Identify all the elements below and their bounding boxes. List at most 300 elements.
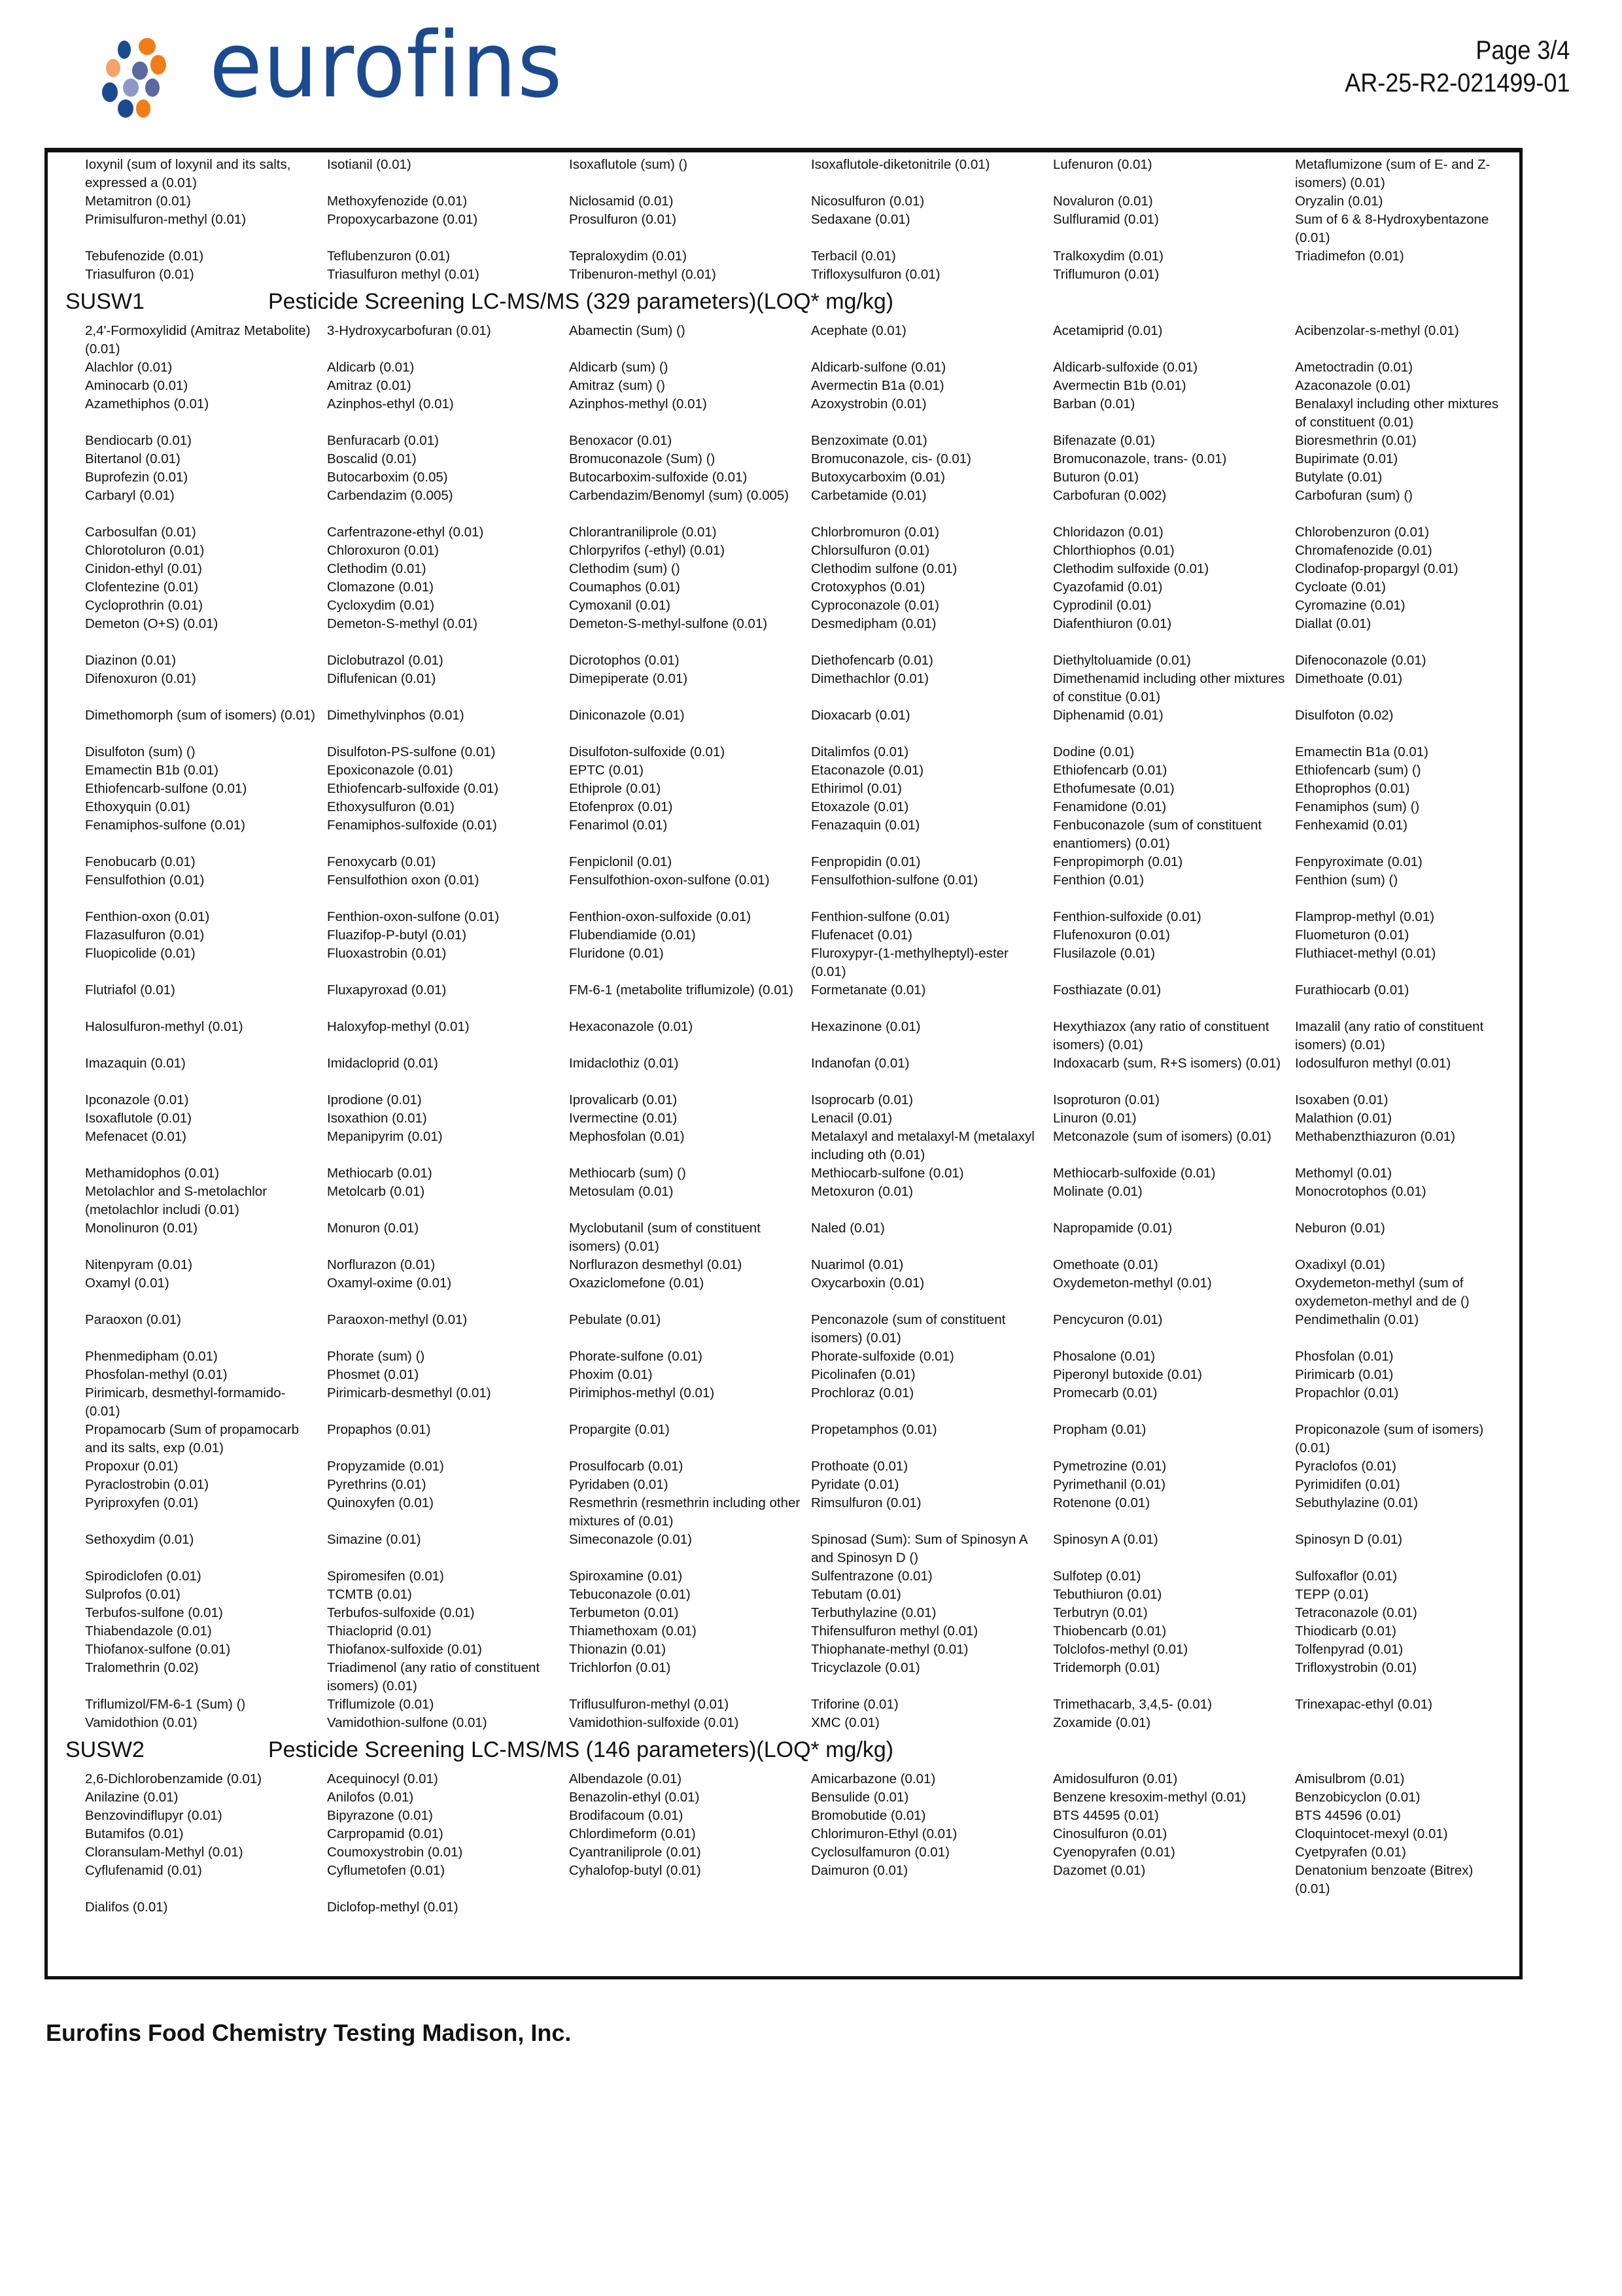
parameter-cell: Oxadixyl (0.01): [1295, 1257, 1385, 1272]
parameter-cell: Cinosulfuron (0.01): [1053, 1826, 1167, 1841]
parameter-list: [65, 156, 1517, 1917]
parameter-cell: Cyazofamid (0.01): [1053, 580, 1163, 595]
section-title: Pesticide Screening LC-MS/MS (146 parameters)(LOQ* mg/kg): [268, 1737, 894, 1762]
parameter-cell: Rimsulfuron (0.01): [811, 1495, 922, 1510]
parameter-row: [85, 1348, 1517, 1366]
logo-wordmark: eurofins: [209, 12, 563, 118]
parameter-row: [85, 1604, 1517, 1622]
parameter-cell: Chlorantraniliprole (0.01): [569, 525, 717, 540]
parameter-cell: Chlorimuron-Ethyl (0.01): [811, 1826, 958, 1841]
parameter-cell: Thiobencarb (0.01): [1053, 1624, 1167, 1639]
parameter-cell: Tepraloxydim (0.01): [569, 249, 687, 264]
parameter-cell: Propyzamide (0.01): [327, 1459, 444, 1474]
parameter-cell: Terbutryn (0.01): [1053, 1605, 1148, 1620]
parameter-cell: Sulfotep (0.01): [1053, 1569, 1141, 1584]
parameter-row: [85, 816, 1517, 853]
parameter-cell: Terbufos-sulfoxide (0.01): [327, 1605, 475, 1620]
parameter-row: [85, 432, 1517, 450]
parameter-cell: Demeton (O+S) (0.01): [85, 616, 218, 631]
parameter-row: [85, 487, 1517, 523]
parameter-cell: Fensulfothion-oxon-sulfone (0.01): [569, 873, 770, 888]
parameter-cell: TEPP (0.01): [1295, 1587, 1369, 1602]
parameter-cell: Cymoxanil (0.01): [569, 598, 670, 613]
parameter-cell: Cyproconazole (0.01): [811, 598, 939, 613]
parameter-row: [85, 322, 1517, 358]
parameter-cell: Methiocarb (sum) (): [569, 1166, 686, 1181]
parameter-cell: Buprofezin (0.01): [85, 470, 188, 485]
parameter-cell: Diethyltoluamide (0.01): [1053, 653, 1191, 668]
parameter-cell: Dimethoate (0.01): [1295, 671, 1403, 686]
parameter-cell: Cloransulam-Methyl (0.01): [85, 1845, 243, 1860]
parameter-cell: Clodinafop-propargyl (0.01): [1295, 561, 1458, 576]
parameter-cell: Bromuconazole, trans- (0.01): [1053, 451, 1227, 466]
parameter-cell: Flamprop-methyl (0.01): [1295, 909, 1435, 924]
parameter-row: [85, 1421, 1517, 1457]
parameter-cell: Fenarimol (0.01): [569, 818, 668, 833]
parameter-cell: Phorate (sum) (): [327, 1349, 425, 1364]
parameter-cell: Furathiocarb (0.01): [1295, 983, 1409, 998]
parameter-cell: Rotenone (0.01): [1053, 1495, 1150, 1510]
parameter-cell: 2,6-Dichlorobenzamide (0.01): [85, 1771, 262, 1786]
parameter-cell: Chlorbromuron (0.01): [811, 525, 939, 540]
parameter-cell: Sum of 6 & 8-Hydroxybentazone (0.01): [1295, 212, 1489, 245]
parameter-cell: Anilofos (0.01): [327, 1790, 414, 1805]
parameter-row: [85, 908, 1517, 926]
parameter-cell: Sebuthylazine (0.01): [1295, 1495, 1419, 1510]
parameter-row: [85, 1164, 1517, 1183]
parameter-row: [85, 542, 1517, 560]
parameter-cell: Simeconazole (0.01): [569, 1532, 693, 1547]
parameter-cell: Spiromesifen (0.01): [327, 1569, 444, 1584]
parameter-cell: Crotoxyphos (0.01): [811, 580, 925, 595]
parameter-cell: Azoxystrobin (0.01): [811, 396, 927, 411]
parameter-cell: Primisulfuron-methyl (0.01): [85, 212, 247, 227]
parameter-cell: Omethoate (0.01): [1053, 1257, 1158, 1272]
parameter-cell: Vamidothion-sulfone (0.01): [327, 1715, 487, 1730]
parameter-cell: Albendazole (0.01): [569, 1771, 682, 1786]
parameter-cell: Demeton-S-methyl-sulfone (0.01): [569, 616, 768, 631]
parameter-cell: Trimethacarb, 3,4,5- (0.01): [1053, 1697, 1213, 1712]
parameter-cell: Thiophanate-methyl (0.01): [811, 1642, 969, 1657]
parameter-row: [85, 1091, 1517, 1109]
parameter-cell: Azamethiphos (0.01): [85, 396, 209, 411]
parameter-cell: Boscalid (0.01): [327, 451, 417, 466]
parameter-row: [85, 1531, 1517, 1567]
parameter-row: [85, 981, 1517, 1018]
parameter-cell: Cyantraniliprole (0.01): [569, 1845, 701, 1860]
parameter-cell: Amidosulfuron (0.01): [1053, 1771, 1178, 1786]
parameter-cell: Ditalimfos (0.01): [811, 744, 909, 759]
parameter-cell: Resmethrin (resmethrin including other mixtures of (0.01): [569, 1495, 801, 1529]
parameter-cell: Benzobicyclon (0.01): [1295, 1790, 1421, 1805]
parameter-cell: Imazaquin (0.01): [85, 1056, 186, 1071]
parameter-cell: Methiocarb-sulfone (0.01): [811, 1166, 964, 1181]
parameter-cell: Norflurazon desmethyl (0.01): [569, 1257, 742, 1272]
parameter-cell: Acibenzolar-s-methyl (0.01): [1295, 323, 1459, 338]
parameter-cell: Sethoxydim (0.01): [85, 1532, 194, 1547]
parameter-cell: Fenpiclonil (0.01): [569, 854, 672, 869]
parameter-cell: Prosulfocarb (0.01): [569, 1459, 683, 1474]
parameter-cell: Chlordimeform (0.01): [569, 1826, 696, 1841]
parameter-cell: Indanofan (0.01): [811, 1056, 910, 1071]
parameter-cell: Acequinocyl (0.01): [327, 1771, 438, 1786]
parameter-cell: Novaluron (0.01): [1053, 194, 1153, 209]
parameter-cell: Triflumuron (0.01): [1053, 267, 1160, 282]
parameter-cell: Trichlorfon (0.01): [569, 1660, 671, 1675]
parameter-cell: Isoprocarb (0.01): [811, 1092, 914, 1107]
parameter-row: [85, 1714, 1517, 1732]
parameter-cell: Ipconazole (0.01): [85, 1092, 189, 1107]
parameter-cell: Isoxaflutole (0.01): [85, 1111, 192, 1126]
parameter-cell: Metamitron (0.01): [85, 194, 191, 209]
parameter-cell: Propetamphos (0.01): [811, 1422, 937, 1437]
parameter-cell: Buturon (0.01): [1053, 470, 1139, 485]
parameter-cell: Propham (0.01): [1053, 1422, 1147, 1437]
parameter-cell: TCMTB (0.01): [327, 1587, 412, 1602]
parameter-cell: Oxydemeton-methyl (0.01): [1053, 1276, 1212, 1291]
parameter-cell: Iprovalicarb (0.01): [569, 1092, 678, 1107]
parameter-cell: Aldicarb-sulfoxide (0.01): [1053, 360, 1198, 375]
parameter-cell: Bupirimate (0.01): [1295, 451, 1398, 466]
parameter-cell: Nitenpyram (0.01): [85, 1257, 193, 1272]
parameter-cell: Propamocarb (Sum of propamocarb and its salts, exp (0.01): [85, 1422, 300, 1455]
parameter-cell: Benfuracarb (0.01): [327, 433, 439, 448]
parameter-cell: Carbofuran (0.002): [1053, 488, 1167, 503]
parameter-cell: Fluoxastrobin (0.01): [327, 946, 447, 961]
parameter-cell: Metaflumizone (sum of E- and Z- isomers) (0.01): [1295, 157, 1491, 190]
parameter-cell: Pirimicarb-desmethyl (0.01): [327, 1385, 491, 1400]
parameter-row: [85, 1256, 1517, 1274]
parameter-cell: Fenthion-oxon (0.01): [85, 909, 210, 924]
parameter-cell: Benazolin-ethyl (0.01): [569, 1790, 700, 1805]
parameter-cell: Fenbuconazole (sum of constituent enantiomers) (0.01): [1053, 818, 1262, 851]
parameter-row: [85, 266, 1517, 284]
parameter-cell: Imidaclothiz (0.01): [569, 1056, 679, 1071]
parameter-cell: Isoproturon (0.01): [1053, 1092, 1160, 1107]
parameter-cell: Methabenzthiazuron (0.01): [1295, 1129, 1456, 1144]
parameter-cell: Hexaconazole (0.01): [569, 1019, 693, 1034]
parameter-cell: Monolinuron (0.01): [85, 1221, 198, 1236]
parameter-cell: Benzoximate (0.01): [811, 433, 927, 448]
parameter-cell: Pencycuron (0.01): [1053, 1312, 1163, 1327]
parameter-cell: Methamidophos (0.01): [85, 1166, 220, 1181]
parameter-cell: Flutriafol (0.01): [85, 983, 175, 998]
parameter-cell: Metoxuron (0.01): [811, 1184, 914, 1199]
parameter-cell: Ethiofencarb (sum) (): [1295, 763, 1421, 778]
parameter-cell: Pyrimethanil (0.01): [1053, 1477, 1166, 1492]
parameter-cell: Chlorsulfuron (0.01): [811, 543, 930, 558]
parameter-cell: Dimethomorph (sum of isomers) (0.01): [85, 708, 316, 723]
parameter-cell: Thiofanox-sulfoxide (0.01): [327, 1642, 483, 1657]
parameter-row: [85, 945, 1517, 981]
parameter-row: [85, 1183, 1517, 1219]
parameter-cell: Naled (0.01): [811, 1221, 885, 1236]
parameter-cell: Halosulfuron-methyl (0.01): [85, 1019, 243, 1034]
parameter-cell: Quinoxyfen (0.01): [327, 1495, 434, 1510]
parameter-cell: Sulprofos (0.01): [85, 1587, 181, 1602]
parameter-cell: Promecarb (0.01): [1053, 1385, 1158, 1400]
parameter-row: [85, 395, 1517, 432]
parameter-cell: Cycloate (0.01): [1295, 580, 1387, 595]
parameter-cell: Fenpropidin (0.01): [811, 854, 921, 869]
parameter-cell: Pirimiphos-methyl (0.01): [569, 1385, 715, 1400]
parameter-cell: Avermectin B1a (0.01): [811, 378, 944, 393]
parameter-cell: Thiabendazole (0.01): [85, 1624, 212, 1639]
parameter-cell: Flusilazole (0.01): [1053, 946, 1156, 961]
report-id: AR-25-R2-021499-01: [1344, 69, 1570, 97]
parameter-cell: Ethiofencarb (0.01): [1053, 763, 1167, 778]
parameter-cell: Myclobutanil (sum of constituent isomers) (0.01): [569, 1221, 761, 1254]
parameter-cell: Bromobutide (0.01): [811, 1808, 926, 1823]
parameter-cell: Bitertanol (0.01): [85, 451, 181, 466]
parameter-cell: Fosthiazate (0.01): [1053, 983, 1162, 998]
parameter-cell: Mepanipyrim (0.01): [327, 1129, 443, 1144]
section-header: [65, 289, 1517, 318]
parameter-cell: Emamectin B1b (0.01): [85, 763, 218, 778]
parameter-cell: Triasulfuron methyl (0.01): [327, 267, 479, 282]
parameter-cell: Spirodiclofen (0.01): [85, 1569, 201, 1584]
section-code: SUSW1: [65, 289, 145, 314]
parameter-cell: Diazinon (0.01): [85, 653, 177, 668]
parameter-cell: Abamectin (Sum) (): [569, 323, 685, 338]
parameter-cell: Dimethachlor (0.01): [811, 671, 929, 686]
parameter-cell: Tolfenpyrad (0.01): [1295, 1642, 1404, 1657]
parameter-cell: Iprodione (0.01): [327, 1092, 422, 1107]
parameter-cell: Pyridaben (0.01): [569, 1477, 668, 1492]
parameter-cell: Monuron (0.01): [327, 1221, 419, 1236]
parameter-cell: Difenoconazole (0.01): [1295, 653, 1426, 668]
parameter-cell: [811, 1898, 1053, 1917]
parameter-cell: Nuarimol (0.01): [811, 1257, 904, 1272]
parameter-cell: Flufenacet (0.01): [811, 928, 912, 943]
parameter-cell: 3-Hydroxycarbofuran (0.01): [327, 323, 491, 338]
parameter-cell: Alachlor (0.01): [85, 360, 173, 375]
parameter-cell: Azinphos-methyl (0.01): [569, 396, 707, 411]
parameter-row: [85, 1696, 1517, 1714]
parameter-row: [85, 780, 1517, 798]
parameter-cell: Fenthion (sum) (): [1295, 873, 1398, 888]
parameter-row: [85, 377, 1517, 395]
parameter-cell: Tralkoxydim (0.01): [1053, 249, 1164, 264]
parameter-cell: Etofenprox (0.01): [569, 799, 673, 814]
parameter-cell: Fenhexamid (0.01): [1295, 818, 1408, 833]
section-title: Pesticide Screening LC-MS/MS (329 parameters)(LOQ* mg/kg): [268, 289, 894, 314]
parameter-cell: Sulfluramid (0.01): [1053, 212, 1159, 227]
parameter-cell: Ametoctradin (0.01): [1295, 360, 1413, 375]
parameter-row: [85, 1494, 1517, 1531]
parameter-cell: Dimethylvinphos (0.01): [327, 708, 464, 723]
parameter-cell: Denatonium benzoate (Bitrex) (0.01): [1295, 1863, 1474, 1896]
parameter-cell: Tetraconazole (0.01): [1295, 1605, 1417, 1620]
parameter-cell: Trifloxystrobin (0.01): [1295, 1660, 1417, 1675]
page-number: Page 3/4: [1475, 36, 1570, 65]
parameter-cell: Azaconazole (0.01): [1295, 378, 1411, 393]
parameter-cell: Thiofanox-sulfone (0.01): [85, 1642, 231, 1657]
parameter-cell: Pyraclostrobin (0.01): [85, 1477, 209, 1492]
parameter-cell: Isotianil (0.01): [327, 157, 411, 172]
parameter-cell: Fenthion-oxon-sulfoxide (0.01): [569, 909, 751, 924]
parameter-cell: Neburon (0.01): [1295, 1221, 1385, 1236]
parameter-cell: Amitraz (0.01): [327, 378, 411, 393]
parameter-cell: Paraoxon (0.01): [85, 1312, 182, 1327]
parameter-cell: Oryzalin (0.01): [1295, 194, 1383, 209]
parameter-cell: Clomazone (0.01): [327, 580, 434, 595]
parameter-cell: Disulfoton-PS-sulfone (0.01): [327, 744, 496, 759]
parameter-cell: Penconazole (sum of constituent isomers) (0.01): [811, 1312, 1006, 1346]
parameter-cell: Hexythiazox (any ratio of constituent isomers) (0.01): [1053, 1019, 1269, 1052]
parameter-cell: Aldicarb-sulfone (0.01): [811, 360, 946, 375]
parameter-cell: Bendiocarb (0.01): [85, 433, 192, 448]
parameter-cell: Prochloraz (0.01): [811, 1385, 914, 1400]
parameter-cell: Carfentrazone-ethyl (0.01): [327, 525, 484, 540]
parameter-row: [85, 1384, 1517, 1421]
parameter-cell: Tebutam (0.01): [811, 1587, 901, 1602]
parameter-cell: Diphenamid (0.01): [1053, 708, 1164, 723]
parameter-cell: Acephate (0.01): [811, 323, 906, 338]
parameter-cell: Ethiofencarb-sulfoxide (0.01): [327, 781, 499, 796]
parameter-cell: Imidacloprid (0.01): [327, 1056, 438, 1071]
parameter-cell: Dazomet (0.01): [1053, 1863, 1146, 1878]
parameter-cell: Tebuconazole (0.01): [569, 1587, 691, 1602]
parameter-cell: Ethofumesate (0.01): [1053, 781, 1175, 796]
parameter-row: [85, 1862, 1517, 1898]
parameter-cell: Fensulfothion-sulfone (0.01): [811, 873, 978, 888]
parameter-cell: Isoxaben (0.01): [1295, 1092, 1389, 1107]
parameter-cell: Flufenoxuron (0.01): [1053, 928, 1170, 943]
parameter-row: [85, 597, 1517, 615]
parameter-cell: Cyflufenamid (0.01): [85, 1863, 202, 1878]
parameter-cell: Thiacloprid (0.01): [327, 1624, 432, 1639]
parameter-row: [85, 1457, 1517, 1476]
parameter-cell: Isoxaflutole-diketonitrile (0.01): [811, 157, 990, 172]
parameter-cell: Daimuron (0.01): [811, 1863, 908, 1878]
parameter-cell: [569, 1898, 811, 1917]
parameter-cell: Difenoxuron (0.01): [85, 671, 196, 686]
parameter-cell: Pyriproxyfen (0.01): [85, 1495, 199, 1510]
parameter-cell: Metalaxyl and metalaxyl-M (metalaxyl including oth (0.01): [811, 1129, 1035, 1162]
parameter-cell: Haloxyfop-methyl (0.01): [327, 1019, 470, 1034]
eurofins-logo: [98, 12, 563, 118]
parameter-row: [85, 652, 1517, 670]
parameter-cell: Ethoxyquin (0.01): [85, 799, 190, 814]
parameter-cell: Flubendiamide (0.01): [569, 928, 696, 943]
parameter-cell: Spiroxamine (0.01): [569, 1569, 683, 1584]
parameter-cell: Butamifos (0.01): [85, 1826, 184, 1841]
parameter-row: [85, 853, 1517, 871]
parameter-cell: Tralomethrin (0.02): [85, 1660, 199, 1675]
parameter-cell: Metolachlor and S-metolachlor (metolachlor includi (0.01): [85, 1184, 267, 1217]
parameter-cell: Triforine (0.01): [811, 1697, 899, 1712]
parameter-cell: Triasulfuron (0.01): [85, 267, 194, 282]
parameter-row: [85, 156, 1517, 192]
parameter-cell: Acetamiprid (0.01): [1053, 323, 1163, 338]
parameter-row: [85, 468, 1517, 487]
parameter-row: [85, 523, 1517, 542]
parameter-cell: Diniconazole (0.01): [569, 708, 685, 723]
parameter-cell: Tebufenozide (0.01): [85, 249, 204, 264]
parameter-cell: Thionazin (0.01): [569, 1642, 666, 1657]
parameter-cell: Disulfoton (sum) (): [85, 744, 196, 759]
parameter-cell: Methiocarb (0.01): [327, 1166, 432, 1181]
parameter-row: [85, 1843, 1517, 1862]
parameter-cell: Ethoxysulfuron (0.01): [327, 799, 455, 814]
parameter-cell: Pirimicarb (0.01): [1295, 1367, 1394, 1382]
parameter-row: [85, 1770, 1517, 1788]
parameter-cell: Ethiofencarb-sulfone (0.01): [85, 781, 247, 796]
parameter-row: [85, 1807, 1517, 1825]
parameter-cell: Amitraz (sum) (): [569, 378, 665, 393]
parameter-cell: Oxamyl (0.01): [85, 1276, 169, 1291]
parameter-cell: Phosmet (0.01): [327, 1367, 419, 1382]
parameter-cell: Fluopicolide (0.01): [85, 946, 196, 961]
parameter-cell: Simazine (0.01): [327, 1532, 421, 1547]
parameter-cell: FM-6-1 (metabolite triflumizole) (0.01): [569, 983, 793, 998]
parameter-cell: Niclosamid (0.01): [569, 194, 674, 209]
parameter-cell: Oxydemeton-methyl (sum of oxydemeton-methyl and de (): [1295, 1276, 1470, 1309]
parameter-row: [85, 871, 1517, 908]
parameter-cell: Triflumizol/FM-6-1 (Sum) (): [85, 1697, 246, 1712]
parameter-cell: Fenamiphos-sulfone (0.01): [85, 818, 245, 833]
parameter-cell: Aldicarb (sum) (): [569, 360, 668, 375]
parameter-cell: Fenobucarb (0.01): [85, 854, 196, 869]
parameter-cell: Cyflumetofen (0.01): [327, 1863, 445, 1878]
parameter-cell: Hexazinone (0.01): [811, 1019, 921, 1034]
parameter-cell: Pyridate (0.01): [811, 1477, 899, 1492]
parameter-cell: Phorate-sulfoxide (0.01): [811, 1349, 954, 1364]
parameter-cell: [1295, 1898, 1517, 1917]
parameter-row: [85, 1109, 1517, 1128]
parameter-cell: Amicarbazone (0.01): [811, 1771, 936, 1786]
parameter-cell: Norflurazon (0.01): [327, 1257, 436, 1272]
parameter-cell: Bromuconazole (Sum) (): [569, 451, 716, 466]
parameter-cell: Clofentezine (0.01): [85, 580, 199, 595]
parameter-cell: Dimethenamid including other mixtures of constitue (0.01): [1053, 671, 1285, 704]
parameter-cell: Sedaxane (0.01): [811, 212, 910, 227]
parameter-cell: Fluridone (0.01): [569, 946, 664, 961]
parameter-cell: Aldicarb (0.01): [327, 360, 415, 375]
parameter-row: [85, 1586, 1517, 1604]
parameter-cell: Thifensulfuron methyl (0.01): [811, 1624, 978, 1639]
parameter-cell: Clethodim (0.01): [327, 561, 426, 576]
parameter-cell: Piperonyl butoxide (0.01): [1053, 1367, 1202, 1382]
parameter-cell: Benalaxyl including other mixtures of constituent (0.01): [1295, 396, 1499, 430]
parameter-row: [85, 1018, 1517, 1054]
parameter-cell: Tebuthiuron (0.01): [1053, 1587, 1162, 1602]
parameter-cell: Cycloprothrin (0.01): [85, 598, 203, 613]
parameter-cell: Clethodim sulfoxide (0.01): [1053, 561, 1209, 576]
parameter-row: [85, 1567, 1517, 1586]
parameter-row: [85, 1788, 1517, 1807]
parameter-row: [85, 578, 1517, 597]
parameter-cell: Terbumeton (0.01): [569, 1605, 679, 1620]
parameter-cell: Benzovindiflupyr (0.01): [85, 1808, 222, 1823]
parameter-cell: Fenpyroximate (0.01): [1295, 854, 1423, 869]
parameter-cell: Butylate (0.01): [1295, 470, 1383, 485]
parameter-cell: [1053, 1898, 1295, 1917]
parameter-cell: Pendimethalin (0.01): [1295, 1312, 1419, 1327]
parameter-cell: Cycloxydim (0.01): [327, 598, 435, 613]
parameter-cell: Diallat (0.01): [1295, 616, 1372, 631]
parameter-cell: Desmedipham (0.01): [811, 616, 937, 631]
parameter-cell: Phenmedipham (0.01): [85, 1349, 218, 1364]
parameter-cell: Chlorobenzuron (0.01): [1295, 525, 1430, 540]
parameter-cell: Emamectin B1a (0.01): [1295, 744, 1428, 759]
parameter-cell: Cloquintocet-mexyl (0.01): [1295, 1826, 1448, 1841]
parameter-cell: Formetanate (0.01): [811, 983, 926, 998]
parameter-cell: Carbosulfan (0.01): [85, 525, 196, 540]
parameter-row: [85, 1641, 1517, 1659]
parameter-cell: Chlorpyrifos (-ethyl) (0.01): [569, 543, 725, 558]
